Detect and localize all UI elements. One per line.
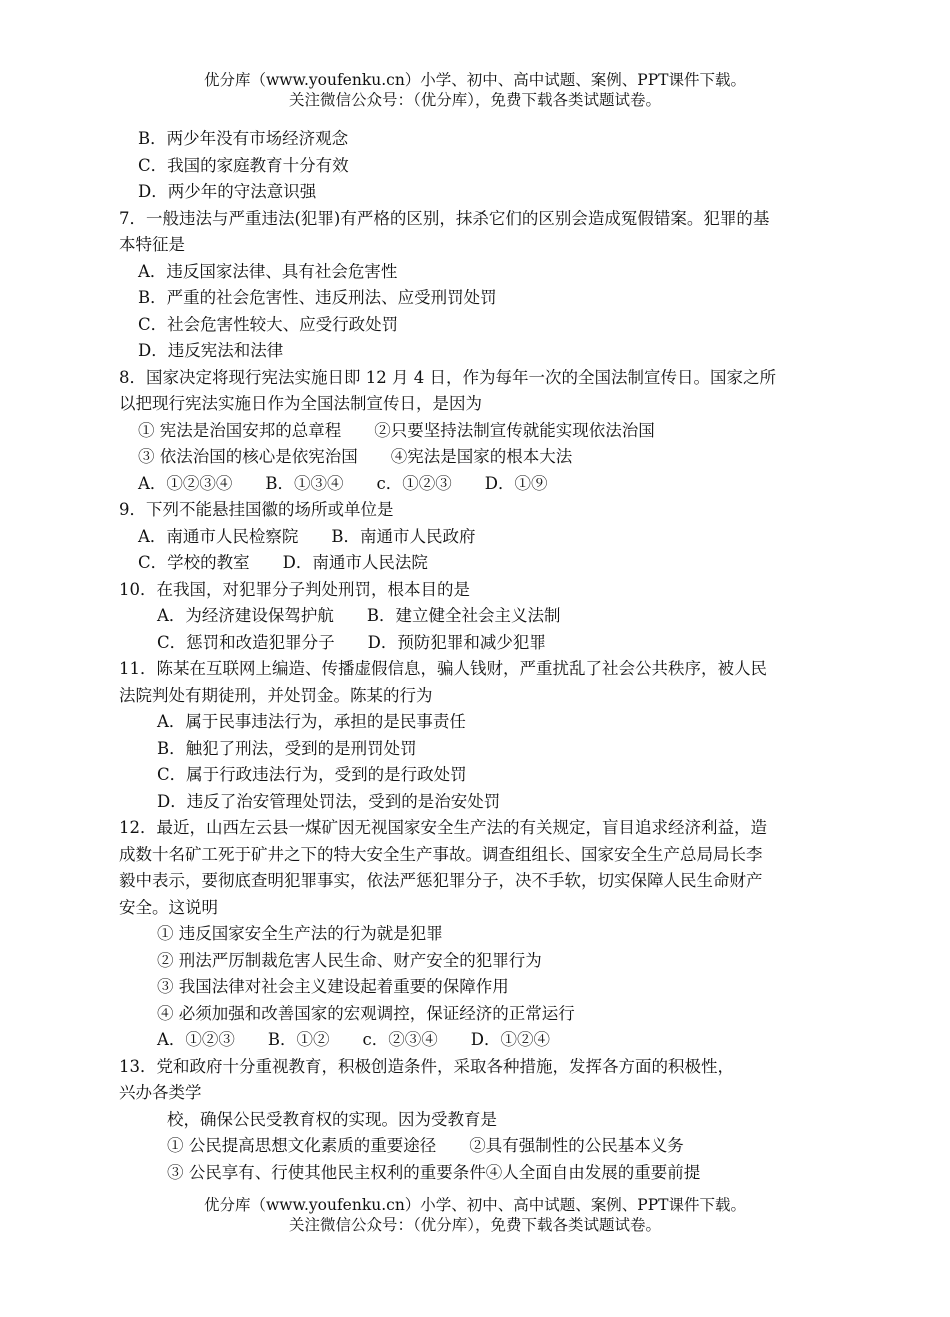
text-line: A．属于民事违法行为，承担的是民事责任 [157, 712, 466, 731]
text-line: 10．在我国，对犯罪分子判处刑罚，根本目的是 [119, 579, 470, 599]
text-line: ① 违反国家安全生产法的行为就是犯罪 [157, 924, 443, 943]
text-line: A．①②③ B．①② c．②③④ D．①②④ [157, 1030, 551, 1049]
text-line: A．违反国家法律、具有社会危害性 [138, 261, 398, 281]
header-line-2: 关注微信公众号：（优分库），免费下载各类试题试卷。 [288, 91, 661, 109]
footer-line-2: 关注微信公众号：（优分库），免费下载各类试题试卷。 [288, 1216, 661, 1234]
text-line: ④ 必须加强和改善国家的宏观调控，保证经济的正常运行 [157, 1003, 575, 1023]
text-line: C．惩罚和改造犯罪分子 D．预防犯罪和减少犯罪 [157, 632, 546, 652]
text-line: A．为经济建设保驾护航 B．建立健全社会主义法制 [157, 606, 561, 625]
text-line: 以把现行宪法实施日作为全国法制宣传日，是因为 [119, 394, 482, 413]
footer-line-1: 优分库（www.youfenku.cn）小学、初中、高中试题、案例、PPT课件下载。 [203, 1196, 747, 1214]
text-line: D．两少年的守法意识强 [138, 182, 317, 201]
text-line: 8．国家决定将现行宪法实施日即 12 月 4 日，作为每年一次的全国法制宣传日。国家之所 [119, 367, 776, 387]
text-line: 12．最近，山西左云县一煤矿因无视国家安全生产法的有关规定，盲目追求经济利益，造 [119, 818, 767, 837]
text-line: B．触犯了刑法，受到的是刑罚处罚 [157, 738, 417, 758]
text-line: A．南通市人民检察院 B．南通市人民政府 [138, 526, 476, 546]
text-line: 7．一般违法与严重违法(犯罪)有严格的区别，抹杀它们的区别会造成冤假错案。犯罪的基 [119, 208, 770, 228]
text-line: C．社会危害性较大、应受行政处罚 [138, 314, 399, 334]
text-line: 安全。这说明 [119, 897, 218, 917]
page-header [0, 70, 950, 110]
text-line: B．两少年没有市场经济观念 [138, 129, 349, 148]
text-line: C．属于行政违法行为，受到的是行政处罚 [157, 765, 467, 784]
text-line: B．严重的社会危害性、违反刑法、应受刑罚处罚 [138, 288, 497, 307]
text-line: A．①②③④ B．①③④ c．①②③ D．①⑨ [138, 473, 548, 493]
text-line: ① 公民提高思想文化素质的重要途径 ②具有强制性的公民基本义务 [167, 1136, 684, 1155]
text-line: D．违反了治安管理处罚法，受到的是治安处罚 [157, 791, 501, 811]
page-footer [0, 1195, 950, 1235]
text-line: ① 宪法是治国安邦的总章程 ②只要坚持法制宣传就能实现依法治国 [138, 420, 655, 440]
text-line: 兴办各类学 [119, 1083, 202, 1102]
text-line: C．学校的教室 D．南通市人民法院 [138, 553, 428, 572]
text-line: ③ 公民享有、行使其他民主权利的重要条件④人全面自由发展的重要前提 [167, 1162, 701, 1182]
document-body [119, 126, 834, 1186]
text-line: 13．党和政府十分重视教育，积极创造条件，采取各种措施，发挥各方面的积极性， [119, 1056, 734, 1076]
text-line: ③ 我国法律对社会主义建设起着重要的保障作用 [157, 977, 509, 996]
text-line: ③ 依法治国的核心是依宪治国 ④宪法是国家的根本大法 [138, 447, 573, 466]
text-line: 法院判处有期徒刑，并处罚金。陈某的行为 [119, 685, 433, 705]
text-line: 校，确保公民受教育权的实现。因为受教育是 [167, 1109, 497, 1129]
text-line: ② 刑法严厉制裁危害人民生命、财产安全的犯罪行为 [157, 950, 542, 970]
text-line: 11．陈某在互联网上编造、传播虚假信息，骗人钱财，严重扰乱了社会公共秩序，被人民 [119, 659, 767, 678]
text-line: 毅中表示，要彻底查明犯罪事实，依法严惩犯罪分子，决不手软，切实保障人民生命财产 [119, 871, 763, 890]
text-line: D．违反宪法和法律 [138, 341, 284, 360]
text-line: 9．下列不能悬挂国徽的场所或单位是 [119, 500, 394, 519]
text-line: 成数十名矿工死于矿井之下的特大安全生产事故。调查组组长、国家安全生产总局局长李 [119, 844, 763, 864]
text-line: 本特征是 [119, 235, 185, 254]
header-line-1: 优分库（www.youfenku.cn）小学、初中、高中试题、案例、PPT课件下载。 [203, 71, 747, 89]
text-line: C．我国的家庭教育十分有效 [138, 155, 349, 175]
